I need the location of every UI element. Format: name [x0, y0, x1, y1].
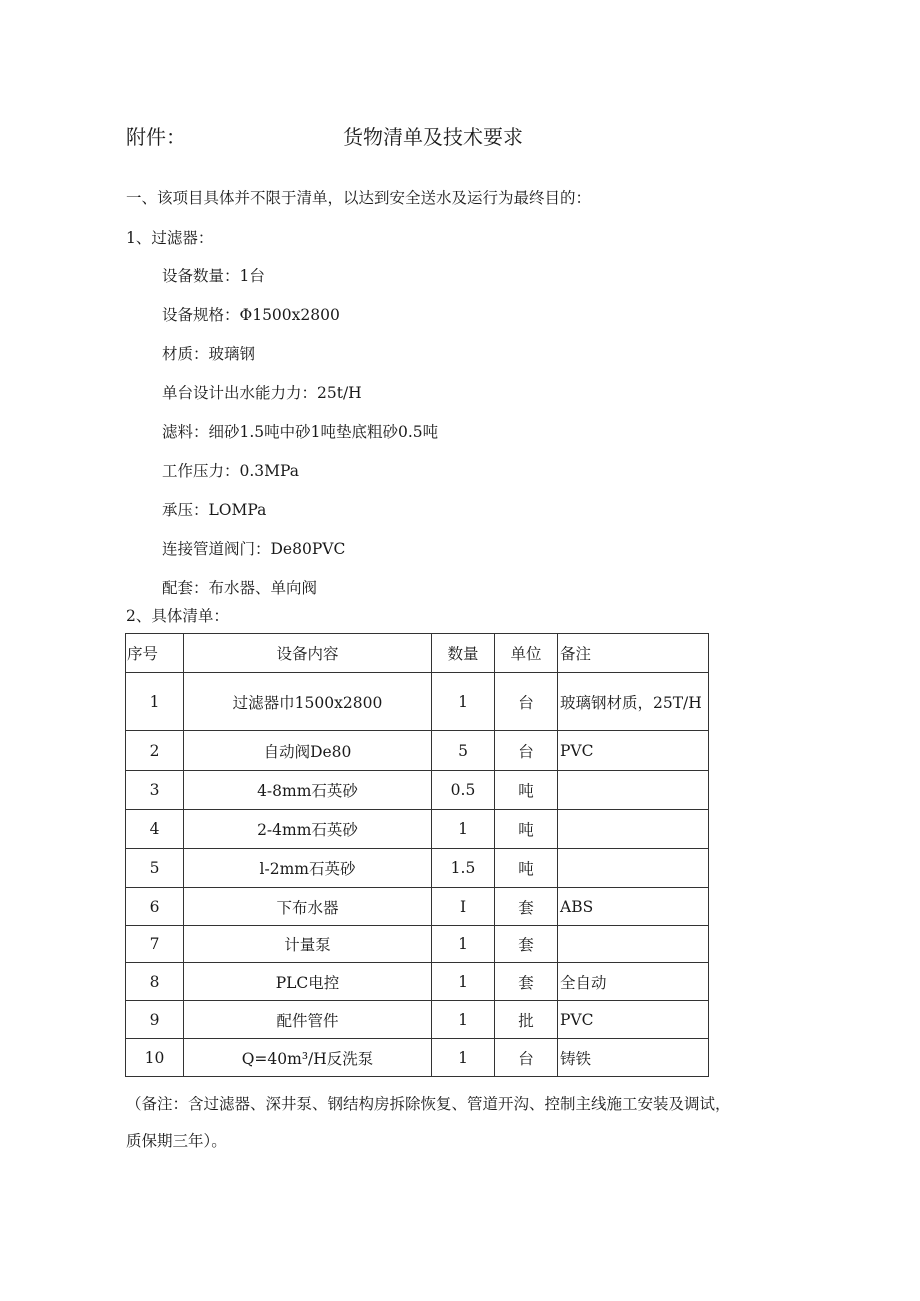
row-item: 自动阀De80	[184, 731, 432, 771]
row-qty: 1.5	[432, 849, 495, 888]
row-qty: 1	[432, 673, 495, 731]
row-no: 2	[126, 731, 184, 771]
spec-accessories: 配套：布水器、单向阀	[162, 579, 318, 597]
row-no: 8	[126, 963, 184, 1001]
table-row	[126, 771, 709, 810]
spec-material: 材质：玻璃钢	[162, 345, 256, 363]
row-unit: 台	[495, 731, 558, 771]
table-row	[126, 888, 709, 926]
row-qty: 0.5	[432, 771, 495, 810]
row-note	[558, 810, 709, 849]
table-row	[126, 673, 709, 731]
row-qty: I	[432, 888, 495, 926]
row-note	[558, 771, 709, 810]
intro-text: 一、该项目具体并不限于清单，以达到安全送水及运行为最终目的：	[126, 189, 592, 207]
row-qty: 1	[432, 1039, 495, 1077]
row-no: 10	[126, 1039, 184, 1077]
row-qty: 1	[432, 926, 495, 963]
row-note	[558, 926, 709, 963]
footnote-line2: 质保期三年）。	[126, 1132, 227, 1150]
row-no: 3	[126, 771, 184, 810]
row-no: 4	[126, 810, 184, 849]
spec-bearing-pressure: 承压：LOMPa	[162, 501, 267, 519]
row-note	[558, 849, 709, 888]
row-unit: 套	[495, 926, 558, 963]
table-row	[126, 849, 709, 888]
row-unit: 台	[495, 673, 558, 731]
header-unit: 单位	[495, 634, 558, 673]
spec-quantity: 设备数量：1台	[162, 267, 265, 285]
row-no: 5	[126, 849, 184, 888]
row-no: 6	[126, 888, 184, 926]
row-item: l-2mm石英砂	[184, 849, 432, 888]
row-item: 2-4mm石英砂	[184, 810, 432, 849]
row-note: ABS	[558, 888, 709, 926]
row-item: Q=40m³/H反洗泵	[184, 1039, 432, 1077]
row-item: PLC电控	[184, 963, 432, 1001]
table-row	[126, 731, 709, 771]
spec-capacity: 单台设计出水能力力：25t/H	[162, 384, 362, 402]
row-item: 计量泵	[184, 926, 432, 963]
row-no: 1	[126, 673, 184, 731]
row-no: 9	[126, 1001, 184, 1039]
table-row	[126, 926, 709, 963]
row-note: PVC	[558, 1001, 709, 1039]
row-unit: 台	[495, 1039, 558, 1077]
row-item: 4-8mm石英砂	[184, 771, 432, 810]
row-item: 下布水器	[184, 888, 432, 926]
row-unit: 套	[495, 963, 558, 1001]
row-qty: 1	[432, 963, 495, 1001]
header-qty: 数量	[432, 634, 495, 673]
table-header-row	[126, 634, 709, 673]
spec-working-pressure: 工作压力：0.3MPa	[162, 462, 299, 480]
spec-size: 设备规格：Φ1500x2800	[162, 306, 340, 324]
row-item: 配件管件	[184, 1001, 432, 1039]
goods-table	[125, 633, 709, 1077]
row-no: 7	[126, 926, 184, 963]
table-row	[126, 963, 709, 1001]
row-note: 全自动	[558, 963, 709, 1001]
section2-heading: 2、具体清单：	[126, 607, 229, 625]
header-seq: 序号	[126, 634, 184, 673]
spec-pipe-valve: 连接管道阀门：De80PVC	[162, 540, 346, 558]
row-unit: 吨	[495, 810, 558, 849]
attachment-label: 附件：	[126, 125, 186, 149]
header-note: 备注	[558, 634, 709, 673]
row-unit: 吨	[495, 771, 558, 810]
row-qty: 1	[432, 1001, 495, 1039]
row-item: 过滤器巾1500x2800	[184, 673, 432, 731]
row-qty: 5	[432, 731, 495, 771]
table-row	[126, 1039, 709, 1077]
header-item: 设备内容	[184, 634, 432, 673]
row-note: PVC	[558, 731, 709, 771]
row-qty: 1	[432, 810, 495, 849]
footnote-line1: （备注：含过滤器、深井泵、钢结构房拆除恢复、管道开沟、控制主线施工安装及调试，	[126, 1095, 731, 1113]
table-row	[126, 1001, 709, 1039]
row-unit: 吨	[495, 849, 558, 888]
page-title: 货物清单及技术要求	[343, 125, 523, 149]
table-row	[126, 810, 709, 849]
row-note: 铸铁	[558, 1039, 709, 1077]
row-note: 玻璃钢材质，25T/H	[558, 673, 709, 731]
spec-filter-media: 滤料：细砂1.5吨中砂1吨垫底粗砂0.5吨	[162, 423, 439, 441]
section1-heading: 1、过滤器：	[126, 229, 214, 247]
row-unit: 批	[495, 1001, 558, 1039]
row-unit: 套	[495, 888, 558, 926]
